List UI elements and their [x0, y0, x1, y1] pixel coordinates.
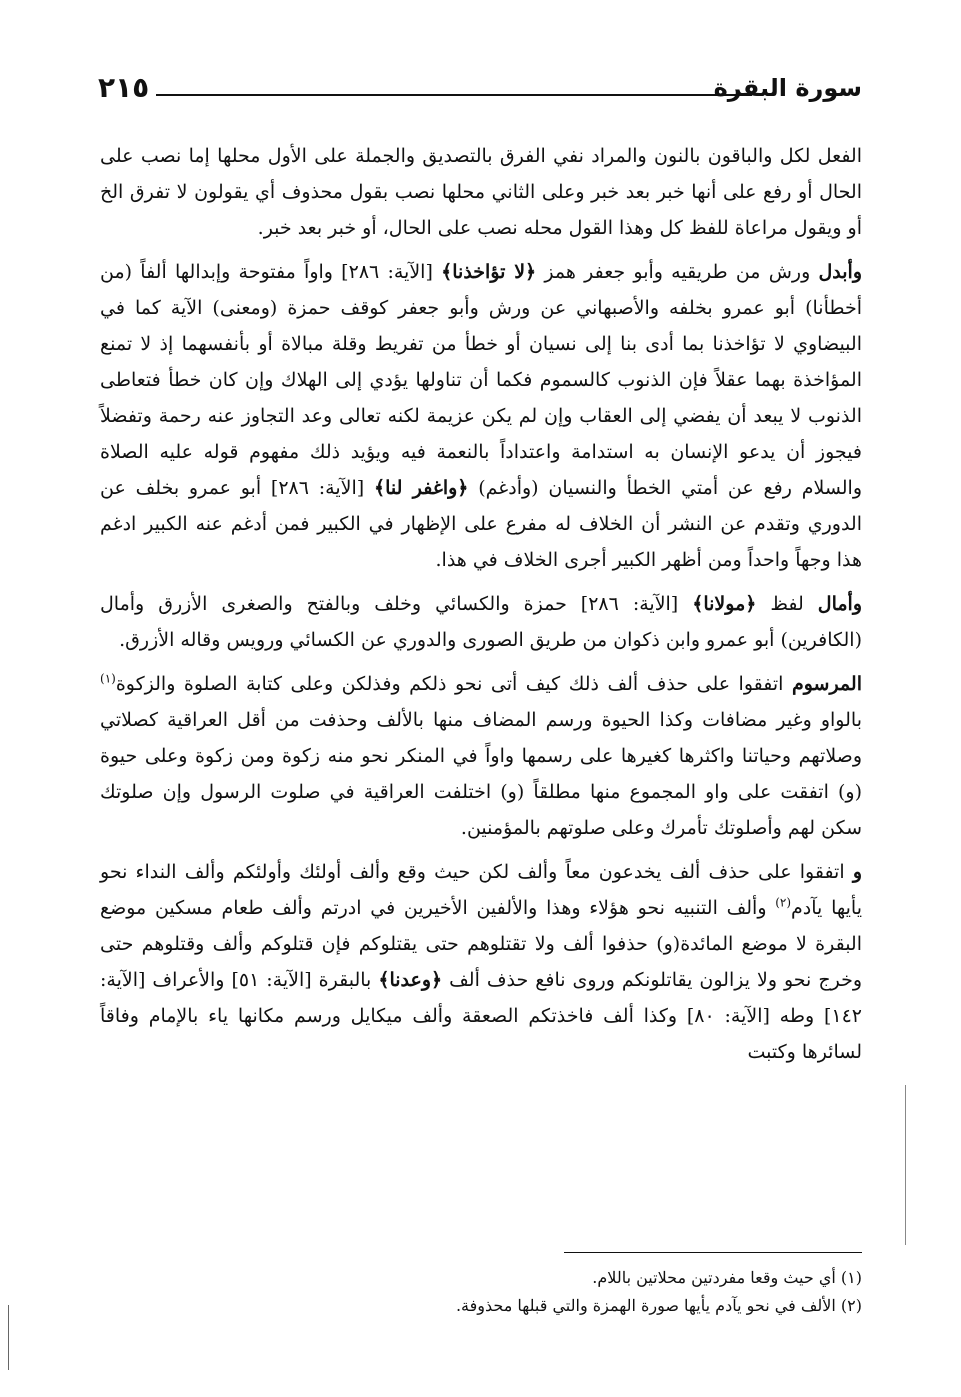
paragraph-4: [100, 666, 862, 846]
paragraph-text: الفعل لكل والباقون بالنون والمراد نفي الفرق بالتصديق والجملة على الأول محلها إما نصب على الحال أو رفع على أنها خبر بعد خبر وعلى الثاني محلها نصب بقول محذوف أي يقولون لا تفرق الخ أو ويقول مراعاة للفظ كل وهذا القول محله نصب على الحال، أو خبر بعد خبر.: [100, 145, 862, 239]
quran-quote: ﴿مولانا﴾: [692, 593, 757, 615]
paragraph-2: [100, 254, 862, 578]
page-header: [98, 70, 862, 110]
paragraph-text: اتفقوا على حذف ألف ذلك كيف أتى نحو ذلكم وفذلكن وعلى كتابة الصلوة والزكوة: [115, 673, 792, 695]
paragraph-text: بالبقرة [الآية: ٥١] والأعراف [الآية: ١٤٢] وطه [الآية: ٨٠] وكذا ألف فاخذتكم الصعقة وألف ميكايل ورسم مكانها ياء بالإمام وفاقاً لسائرها وكتبت: [100, 969, 862, 1063]
paragraph-text: [الآية: ٢٨٦] حمزة والكسائي وخلف وبالفتح والصغرى الأزرق وأمال (الكافرين) أبو عمرو وابن ذكوان من طريق الصورى والدوري عن الكسائي ورويس وقاله الأزرق.: [100, 593, 862, 651]
scan-artifact-line: [905, 1085, 906, 1245]
paragraph-5: [100, 854, 862, 1070]
paragraph-text: وألف التنبيه نحو هؤلاء وهذا والألفين الأخيرين في ادرتم وألف طعام مسكين موضع البقرة لا موضع المائدة(و) حذفوا ألف ولا تقتلوهم حتى يقتلوكم فإن قتلوكم وألف وقتلوهم حتى وخرج نحو ولا يزالون يقاتلونكم وروى نافع حذف ألف: [100, 897, 862, 991]
paragraph-text: اتفقوا على حذف ألف يخدعون معاً وألف لكن حيث وقع وألف أولئك وأولئكم وألف النداء نحو يأيها يآدم: [100, 861, 862, 919]
paragraph-lead-word: و: [852, 861, 862, 883]
paragraph-1: [100, 138, 862, 246]
surah-title: سورة البقرة: [713, 74, 862, 102]
paragraph-3: [100, 586, 862, 658]
footnote-ref: (١): [100, 671, 116, 686]
scan-artifact-line: [8, 1305, 9, 1370]
paragraph-text: [الآية: ٢٨٦] واواً مفتوحة وإبدالها ألفاً (من أخطأنا) أبو عمرو بخلفه والأصبهاني عن ورش وأبو جعفر كوقف حمزة (ومعنى) الآية كما في البيضاوي لا تؤاخذنا بما أدى بنا إلى نسيان أو خطأ من تفريط وقلة مبالاة أو بأنفسهما إذ لا تمنع المؤاخذة بهما عقلاً فإن الذنوب كالسموم فكما أن تناولها يؤدي إلى الهلاك وإن كان خطأ فتعاطى الذنوب لا يبعد أن يفضي إلى العقاب وإن لم يكن عزيمة لكنه تعالى وعد التجاوز عنه رحمة وتفضلاً فيجوز أن يدعو الإنسان به استدامة واعتداداً بالنعمة فيه ويؤيد ذلك مفهوم قوله عليه الصلاة والسلام رفع عن أمتي الخطأ والنسيان (وأدغم): [100, 261, 863, 499]
quran-quote: ﴿واغفر لنا﴾: [373, 477, 469, 499]
paragraph-lead-word: المرسوم: [791, 673, 862, 695]
footnote-2: (٢) الألف في نحو يآدم يأيها صورة الهمزة والتي قبلها محذوفة.: [455, 1296, 862, 1315]
footnote-ref: (٢): [775, 895, 792, 910]
header-rule: [156, 94, 752, 96]
paragraph-text: لفظ: [756, 593, 818, 615]
quran-quote: ﴿وعدنا﴾: [378, 969, 443, 991]
quran-quote: ﴿لا تؤاخذنا﴾: [441, 261, 537, 283]
paragraph-lead-word: وأمال: [817, 593, 862, 615]
page-number: ٢١٥: [98, 71, 150, 104]
footnote-rule: [564, 1252, 862, 1253]
main-text: [100, 138, 862, 1078]
paragraph-text: ورش من طريقيه وأبو جعفر همز: [536, 261, 819, 283]
footnote-1: (١) أي حيث وقعا مفردتين محلاتين باللام.: [592, 1268, 862, 1287]
paragraph-text: [الآية: ٢٨٦] أبو عمرو بخلف عن الدوري وتقدم عن النشر أن الخلاف له مفرع على الإظهار في الكبير فمن أدغم عنه الكبير ادغم هذا وجهاً واحداً ومن أظهر الكبير أجرى الخلاف في هذا.: [100, 477, 862, 571]
paragraph-text: بالواو وغير مضافات وكذا الحيوة ورسم المضاف منها بالألف وحذفت من أقل العراقية كصلاتي وصلاتهم وحياتنا واكثرها كغيرها على رسمها واواً في المنكر نحو منه زكوة ومن زكوة وعلى حيوة (و) اتفقت على واو المجموع منها مطلقاً (و) اختلفت العراقية في صلوت الرسول وإن صلوتك سكن لهم وأصلوتك تأمرك وعلى صلوتهم بالمؤمنين.: [100, 709, 862, 839]
paragraph-lead-word: وأبدل: [818, 261, 863, 283]
footnotes: [100, 1264, 862, 1320]
